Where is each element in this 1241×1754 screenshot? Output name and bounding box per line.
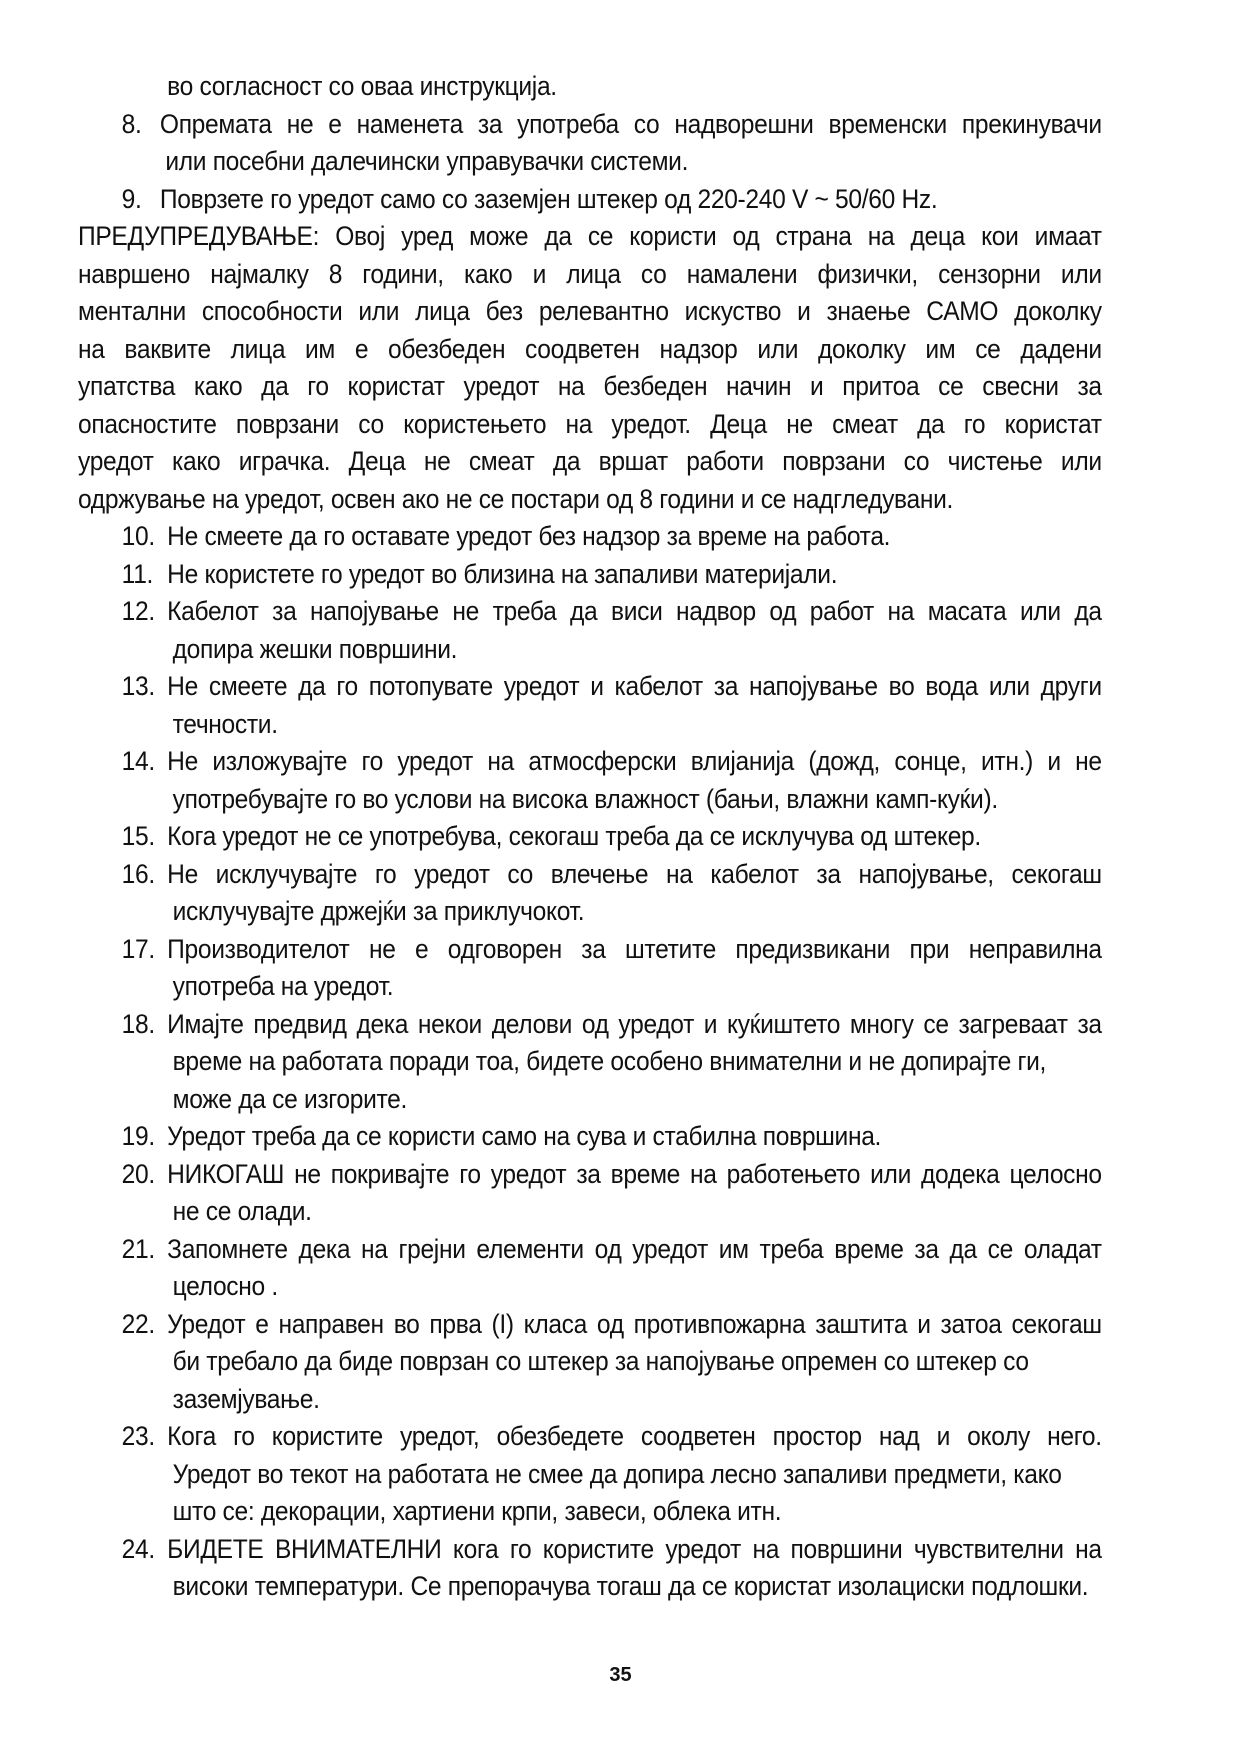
item-line1: Уредот е направен во прва (I) класа од противпожарна заштита и затоа секогаш: [167, 1308, 1102, 1339]
list-item: [78, 1156, 1102, 1231]
item-continuation: би требало да биде поврзан со штекер за напојување опремен со штекер со заземјување.: [172, 1346, 1029, 1414]
list-item: [78, 856, 1102, 931]
item-line1: Кабелот за напојување не треба да виси надвор од работ на масата или да: [167, 596, 1102, 626]
list-item: [78, 1006, 1102, 1119]
warning-line: ПРЕДУПРЕДУВАЊЕ: Овој уред може да се користи од страна на деца кои имаат: [78, 221, 1102, 251]
item-line1: Поврзете го уредот само со заземјен штекер од 220-240 V ~ 50/60 Hz.: [159, 183, 938, 214]
item-text: [167, 518, 1102, 556]
item-text: [167, 593, 1102, 668]
list-item: [78, 668, 1102, 743]
item-text: [160, 181, 1102, 219]
item-number: 19.: [121, 1121, 155, 1151]
item-number: 23.: [121, 1421, 155, 1451]
list-item: [78, 1531, 1102, 1606]
list-item: [78, 106, 1102, 181]
list-top: [78, 106, 1102, 219]
item-line1: Не смеете да го потопувате уредот и кабелот за напојување во вода или други: [167, 671, 1102, 701]
item-continuation: употребувајте го во услови на висока влажност (бањи, влажни камп-куќи).: [172, 783, 998, 814]
item-line1: Уредот треба да се користи само на сува и стабилна површина.: [167, 1121, 882, 1151]
item-text: [167, 1531, 1102, 1606]
list-main: [78, 518, 1102, 1606]
item-number: 13.: [121, 671, 155, 701]
item-line1: Опремата не е наменета за употреба со надворешни временски прекинувачи: [159, 108, 1102, 139]
item-number: 9.: [121, 183, 142, 214]
list-item: [78, 1118, 1102, 1156]
warning-line: одржување на уредот, освен ако не се постари од 8 години и се надгледувани.: [78, 483, 954, 514]
warning-line: навршено најмалку 8 години, како и лица со намалени физички, сензорни или: [78, 258, 1102, 289]
item-text: [167, 1418, 1102, 1531]
item-number: 24.: [121, 1533, 155, 1564]
item-line1: Не изложувајте го уредот на атмосферски влијанија (дожд, сонце, итн.) и не: [167, 746, 1102, 776]
manual-page: [78, 68, 1102, 1606]
list-item: [78, 1306, 1102, 1419]
warning-line: ментални способности или лица без релевантно искуство и знаење САМО доколку: [78, 296, 1102, 326]
list-item: [78, 181, 1102, 219]
continuation-line: во согласност со оваа инструкција.: [167, 71, 557, 101]
list-item: [78, 931, 1102, 1006]
item-text: [160, 106, 1102, 181]
warning-line: упатства како да го користат уредот на безбеден начин и притоа се свесни за: [78, 371, 1102, 401]
item-line1: НИКОГАШ не покривајте го уредот за време на работењето или додека целосно: [167, 1158, 1102, 1189]
item-text: [167, 818, 1102, 856]
item-continuation: високи температури. Се препорачува тогаш да се користат изолациски подлошки.: [172, 1571, 1089, 1601]
item-continuation: или посебни далечински управувачки системи.: [165, 146, 689, 176]
item-text: [167, 1306, 1102, 1419]
warning-paragraph: [78, 218, 1102, 518]
list-item: [78, 518, 1102, 556]
item-number: 12.: [121, 596, 155, 626]
item-continuation: употреба на уредот.: [172, 971, 394, 1001]
item-line1: Имајте предвид дека некои делови од уредот и куќиштето многу се загреваат за: [167, 1008, 1102, 1039]
item-text: [167, 1231, 1102, 1306]
list-item: [78, 1231, 1102, 1306]
warning-line: на ваквите лица им е обезбеден соодветен надзор или доколку им се дадени: [78, 333, 1102, 364]
item-continuation: течности.: [172, 708, 278, 739]
item-text: [167, 856, 1102, 931]
item-line1: Не исклучувајте го уредот со влечење на кабелот за напојување, секогаш: [167, 858, 1102, 889]
item-line1: Кога уредот не се употребува, секогаш треба да се исклучува од штекер.: [167, 821, 981, 851]
list-item: [78, 1418, 1102, 1531]
item-number: 10.: [121, 521, 155, 551]
warning-line: опасностите поврзани со користењето на уредот. Деца не смеат да го користат: [78, 408, 1102, 439]
page-number: 35: [609, 1664, 632, 1686]
item-continuation: исклучувајте држејќи за приклучокот.: [172, 896, 585, 926]
item-number: 11.: [121, 558, 154, 589]
item-text: [167, 1156, 1102, 1231]
item-line1: БИДЕТЕ ВНИМАТЕЛНИ кога го користите уредот на површини чувствителни на: [167, 1533, 1102, 1564]
item-text: [167, 931, 1102, 1006]
warning-line: уредот како играчка. Деца не смеат да вршат работи поврзани со чистење или: [78, 446, 1102, 476]
item-number: 8.: [121, 108, 142, 139]
item-number: 21.: [121, 1233, 155, 1264]
item-number: 20.: [121, 1158, 155, 1189]
item-line1: Кога го користите уредот, обезбедете соодветен простор над и околу него.: [167, 1421, 1102, 1451]
item-continuation: целосно .: [172, 1271, 278, 1301]
item-number: 16.: [121, 858, 155, 889]
item-continuation: не се олади.: [172, 1196, 312, 1226]
item-number: 18.: [121, 1008, 155, 1039]
item-number: 22.: [121, 1308, 155, 1339]
item-line1: Не користете го уредот во близина на запаливи материјали.: [167, 558, 838, 589]
item-line1: Запомнете дека на грејни елементи од уредот им треба време за да се оладат: [167, 1233, 1102, 1264]
item-text: [167, 556, 1102, 594]
item-text: [167, 1118, 1102, 1156]
item-number: 14.: [121, 746, 155, 776]
item-number: 17.: [121, 933, 155, 964]
item-text: [167, 1006, 1102, 1119]
item-text: [167, 743, 1102, 818]
item-line1: Производителот не е одговорен за штетите предизвикани при неправилна: [167, 933, 1102, 964]
list-item: [78, 743, 1102, 818]
list-item: [78, 556, 1102, 594]
item-number: 15.: [121, 821, 155, 851]
list-item: [78, 593, 1102, 668]
item-continuation: допира жешки површини.: [172, 633, 458, 664]
item-continuation: време на работата поради тоа, бидете особено внимателни и не допирајте ги, може да се изгорите.: [172, 1046, 1047, 1114]
item-text: [167, 668, 1102, 743]
list-item: [78, 818, 1102, 856]
item-continuation: Уредот во текот на работата не смее да допира лесно запаливи предмети, како што се: декорации, хартиени крпи, завеси, облека итн.: [172, 1458, 1062, 1526]
item-line1: Не смеете да го оставате уредот без надзор за време на работа.: [167, 521, 891, 551]
